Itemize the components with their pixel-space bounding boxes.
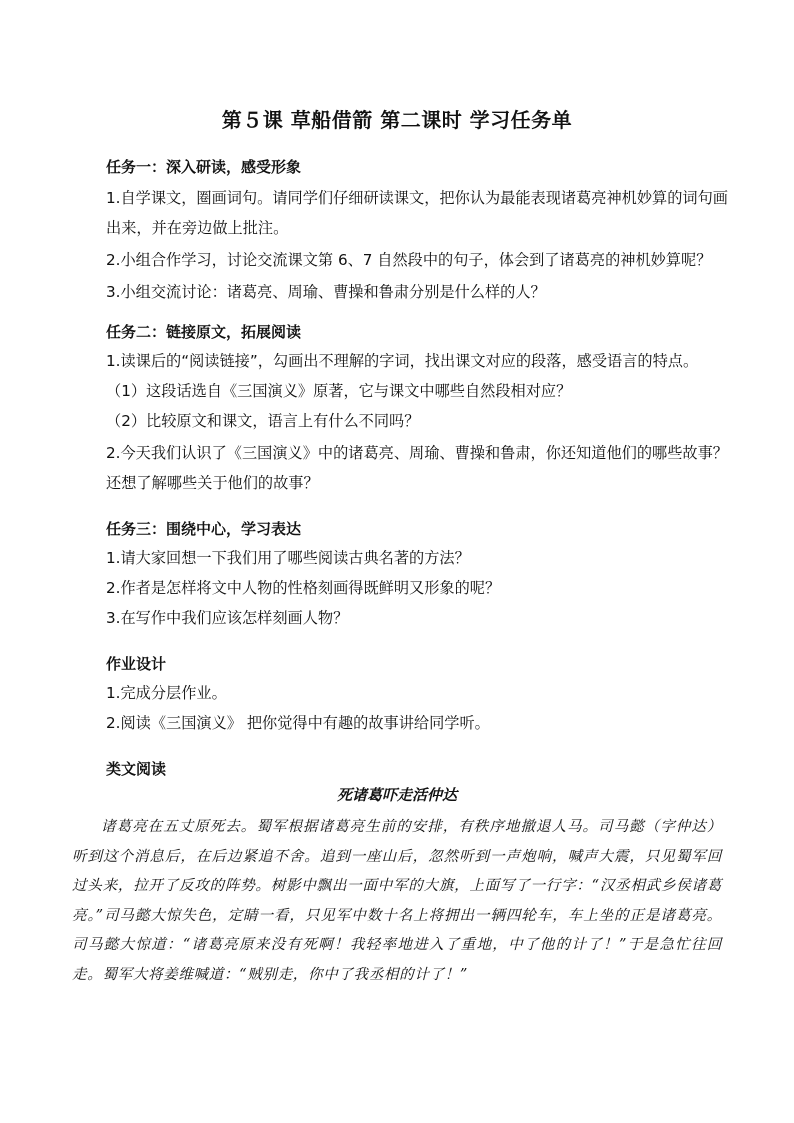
task3-heading: 任务三：围绕中心，学习表达 bbox=[106, 520, 302, 538]
reading-passage: 诸葛亮在五丈原死去。蜀军根据诸葛亮生前的安排，有秩序地撤退人马。司马懿（字仲达）听到这个消息后，在后边紧追不舍。追到一座山后，忽然听到一声炮响，喊声大震，只见蜀军回过头来，拉开了反攻的阵势。树影中飘出一面中军的大旗，上面写了一行字：“汉丞相武乡侯诸葛亮。”司马懿大惊失色，定睛一看，只见军中数十名上将拥出一辆四轮车，车上坐的正是诸葛亮。司马懿大惊道：“诸葛亮原来没有死啊！我轻率地进入了重地，中了他的计了！”于是急忙往回走。蜀军大将姜维喊道：“贼别走，你中了我丞相的计了！” bbox=[72, 818, 722, 983]
task3-item-2: 2.作者是怎样将文中人物的性格刻画得既鲜明又形象的呢？ bbox=[106, 579, 501, 597]
task2-heading: 任务二：链接原文，拓展阅读 bbox=[106, 323, 302, 341]
task2-subitem-1: （1）这段话选自《三国演义》原著，它与课文中哪些自然段相对应？ bbox=[106, 382, 572, 400]
task1-item-2: 2.小组合作学习，讨论交流课文第 6、7 自然段中的句子，体会到了诸葛亮的神机妙算呢？ bbox=[106, 251, 712, 269]
task2-section bbox=[106, 322, 728, 498]
reading-heading: 类文阅读 bbox=[106, 760, 167, 778]
task3-item-3: 3.在写作中我们应该怎样刻画人物？ bbox=[106, 609, 349, 627]
task3-section bbox=[106, 519, 728, 633]
homework-heading: 作业设计 bbox=[106, 655, 167, 673]
task1-item-1: 1.自学课文，圈画词句。请同学们仔细研读课文，把你认为最能表现诸葛亮神机妙算的词句画出来，并在旁边做上批注。 bbox=[106, 189, 728, 237]
task3-item-1: 1.请大家回想一下我们用了哪些阅读古典名著的方法？ bbox=[106, 549, 470, 567]
reading-section bbox=[106, 759, 728, 779]
page-title: 第５课 草船借箭 第二课时 学习任务单 bbox=[221, 108, 573, 132]
task1-heading: 任务一：深入研读，感受形象 bbox=[106, 158, 302, 176]
task1-item-3: 3.小组交流讨论：诸葛亮、周瑜、曹操和鲁肃分别是什么样的人？ bbox=[106, 283, 546, 301]
homework-item-1: 1.完成分层作业。 bbox=[106, 684, 227, 702]
task1-section bbox=[106, 157, 728, 307]
homework-item-2: 2.阅读《三国演义》 把你觉得中有趣的故事讲给同学听。 bbox=[106, 714, 490, 732]
task2-item-1: 1.读课后的“阅读链接”，勾画出不理解的字词，找出课文对应的段落，感受语言的特点。 bbox=[106, 352, 699, 370]
task2-item-2: 2.今天我们认识了《三国演义》中的诸葛亮、周瑜、曹操和鲁肃，你还知道他们的哪些故事？还想了解哪些关于他们的故事？ bbox=[106, 444, 728, 492]
task2-subitem-2: （2）比较原文和课文，语言上有什么不同吗？ bbox=[106, 412, 420, 430]
homework-section bbox=[106, 654, 728, 738]
reading-title: 死诸葛吓走活仲达 bbox=[336, 786, 457, 804]
